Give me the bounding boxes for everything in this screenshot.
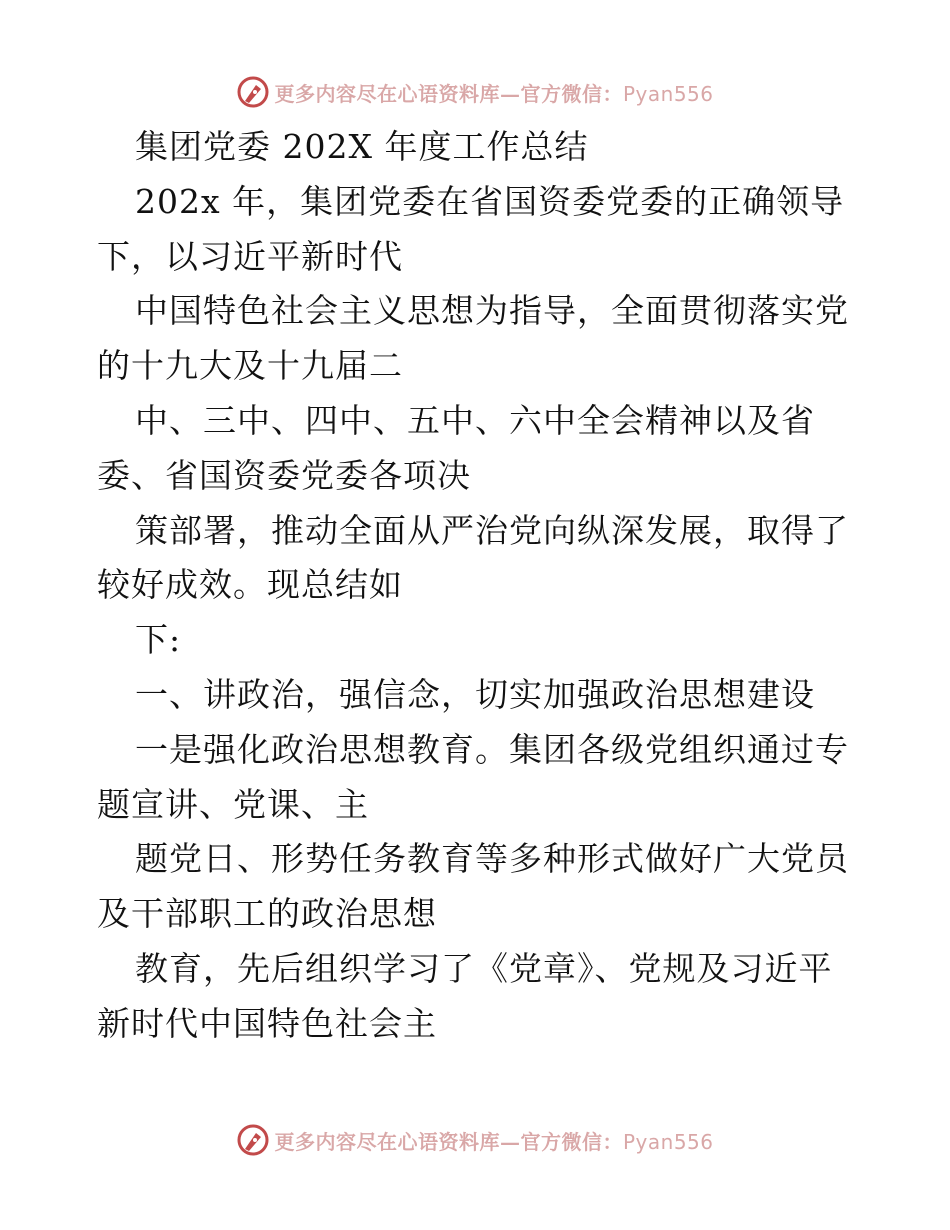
text-line: 题党日、形势任务教育等多种形式做好广大党员 bbox=[135, 839, 849, 879]
watermark-text: 更多内容尽在心语资料库—官方微信：Pyan556 bbox=[274, 1129, 714, 1154]
text-line: 较好成效。现总结如 bbox=[97, 565, 403, 605]
text-line: 新时代中国特色社会主 bbox=[97, 1003, 437, 1043]
text-line: 一是强化政治思想教育。集团各级党组织通过专 bbox=[135, 729, 849, 769]
text-line: 下: bbox=[135, 620, 182, 660]
footer-watermark bbox=[0, 1120, 950, 1160]
text-line: 下，以习近平新时代 bbox=[97, 236, 403, 276]
text-line: 题宣讲、党课、主 bbox=[97, 784, 369, 824]
text-line: 的十九大及十九届二 bbox=[97, 346, 403, 386]
text-line: 策部署，推动全面从严治党向纵深发展，取得了 bbox=[135, 510, 849, 550]
document-title: 集团党委 202X 年度工作总结 bbox=[135, 127, 589, 166]
watermark-text: 更多内容尽在心语资料库—官方微信：Pyan556 bbox=[274, 81, 714, 106]
text-line: 202x 年，集团党委在省国资委党委的正确领导 bbox=[135, 181, 845, 221]
header-watermark bbox=[0, 72, 950, 112]
document-body bbox=[97, 120, 877, 1052]
text-line: 中国特色社会主义思想为指导，全面贯彻落实党 bbox=[135, 291, 849, 331]
text-line: 一、讲政治，强信念，切实加强政治思想建设 bbox=[135, 674, 815, 714]
pen-nib-icon bbox=[236, 1123, 270, 1157]
text-line: 中、三中、四中、五中、六中全会精神以及省 bbox=[135, 400, 815, 440]
text-line: 委、省国资委党委各项决 bbox=[97, 455, 471, 495]
pen-nib-icon bbox=[236, 75, 270, 109]
text-line: 及干部职工的政治思想 bbox=[97, 894, 437, 934]
text-line: 教育，先后组织学习了《党章》、党规及习近平 bbox=[135, 948, 833, 988]
